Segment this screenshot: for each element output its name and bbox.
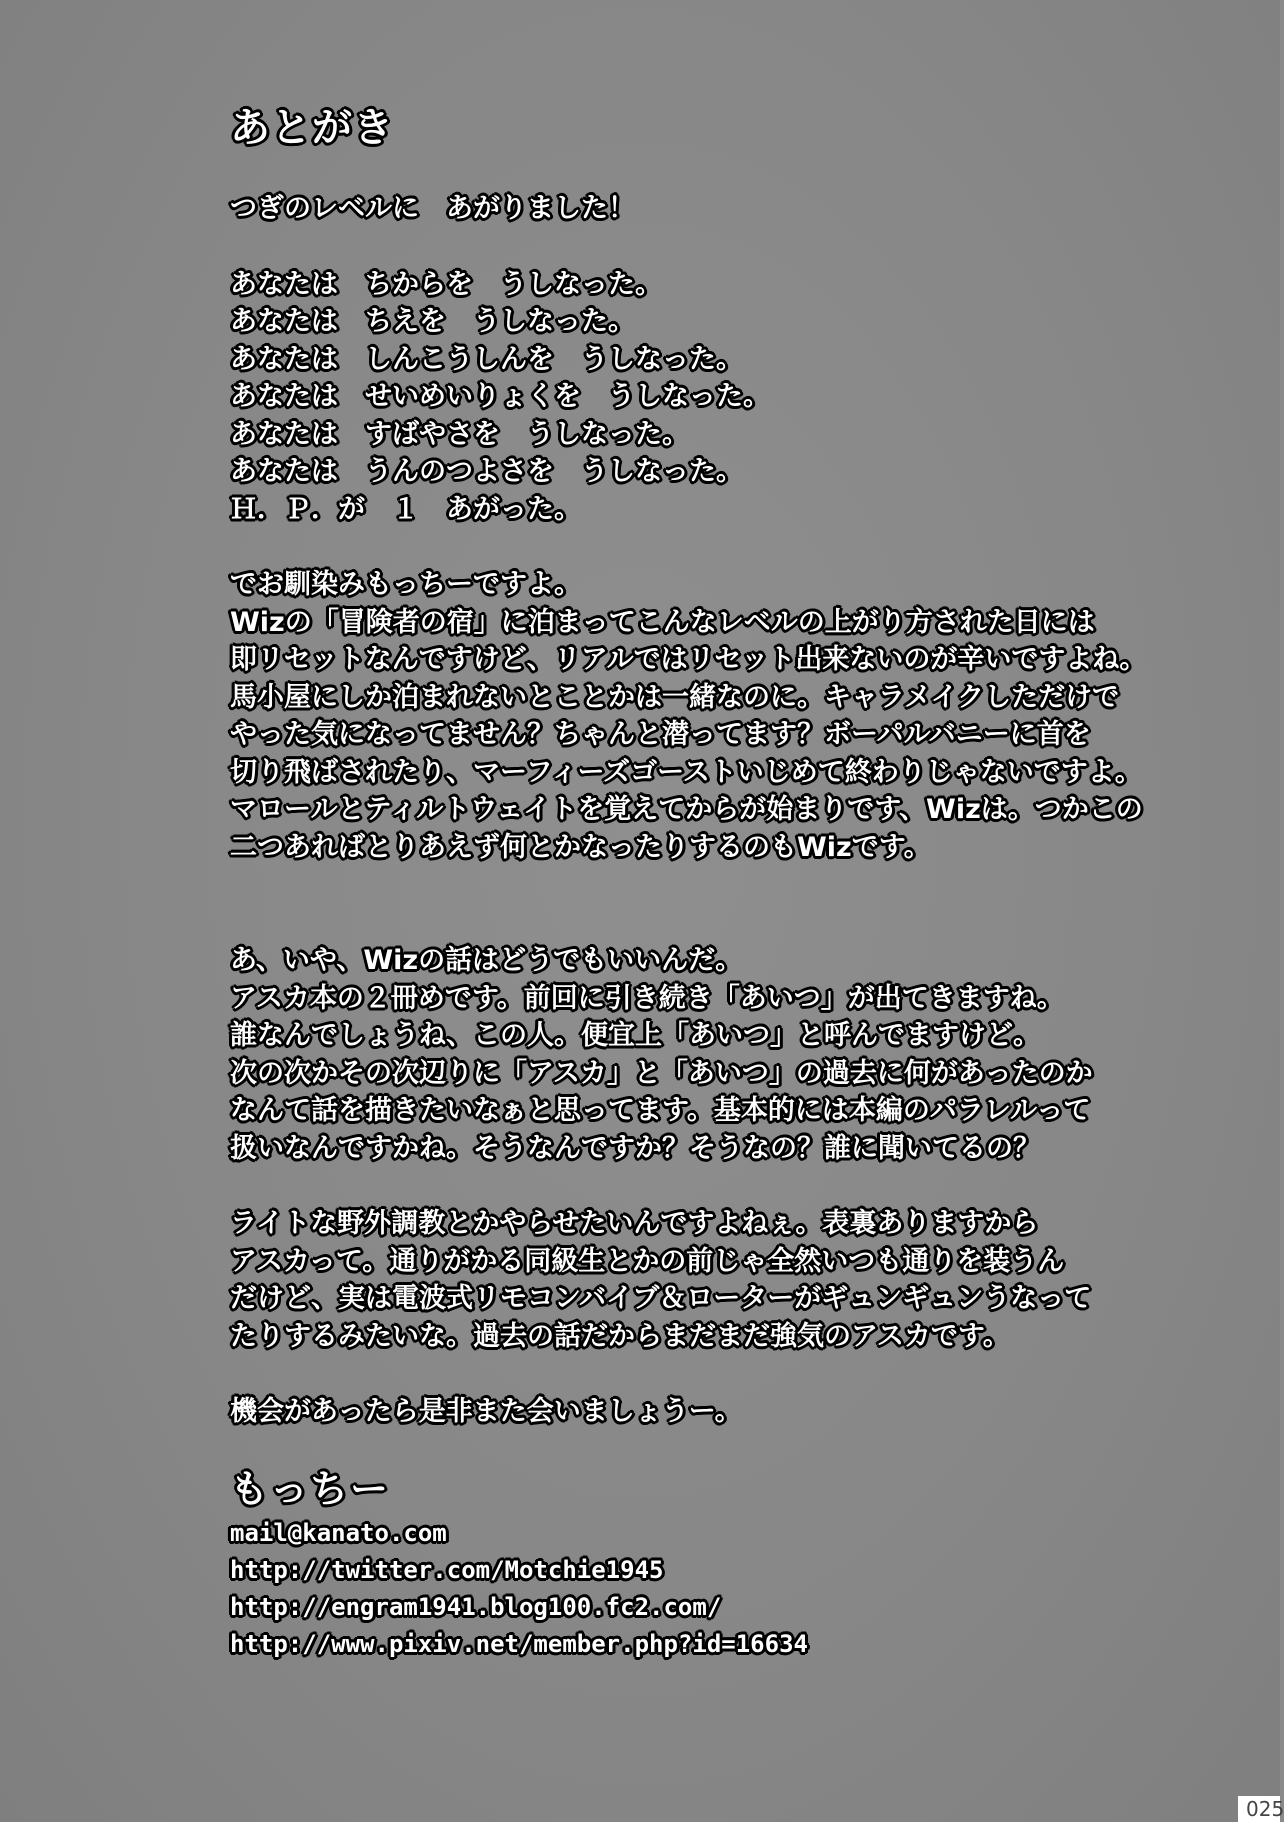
paragraph-line: 次の次かその次辺りに「アスカ」と「あいつ」の過去に何があったのか xyxy=(230,1057,1093,1089)
paragraph-line: 切り飛ばされたり、マーフィーズゴーストいじめて終わりじゃないですよ。 xyxy=(230,756,1142,788)
level-up-line: あなたは しんこうしんを うしなった。 xyxy=(230,343,743,375)
page-number: 025 xyxy=(1238,1796,1280,1822)
author-twitter-link: http://twitter.com/Motchie1945 xyxy=(230,1555,664,1584)
paragraph-line: Wizの「冒険者の宿」に泊まってこんなレベルの上がり方された日には xyxy=(230,606,1095,638)
page-content xyxy=(230,100,1240,1663)
author-contacts xyxy=(230,1515,1240,1663)
paragraph-line: アスカ本の２冊めです。前回に引き続き「あいつ」が出てきますね。 xyxy=(230,982,1064,1014)
level-up-line: Ｈ．Ｐ．が １ あがった。 xyxy=(230,493,581,525)
paragraph-line: マロールとティルトウェイトを覚えてからが始まりです、Wizは。つかこの xyxy=(230,794,1143,825)
level-up-line: あなたは せいめいりょくを うしなった。 xyxy=(230,381,770,412)
page-title: あとがき xyxy=(230,105,394,151)
paragraph-line: 誰なんでしょうね、この人。便宜上「あいつ」と呼んでますけど。 xyxy=(230,1020,1040,1051)
paragraph-line: やった気になってません？ちゃんと潜ってます？ボーパルバニーに首を xyxy=(230,719,1091,750)
paragraph-line: 機会があったら是非また会いましょうー。 xyxy=(230,1396,742,1427)
level-up-line: あなたは ちからを うしなった。 xyxy=(230,268,662,300)
paragraph-line: だけど、実は電波式リモコンバイブ＆ローターがギュンギュンうなって xyxy=(230,1283,1092,1314)
paragraph-line: アスカって。通りがかる同級生とかの前じゃ全然いつも通りを装うん xyxy=(230,1245,1065,1277)
level-up-heading: つぎのレベルに あがりました！ xyxy=(230,193,635,224)
paragraph-line: 馬小屋にしか泊まれないとことかは一緒なのに。キャラメイクしただけで xyxy=(230,681,1120,713)
paragraph-line: 扱いなんですかね。そうなんですか？そうなの？誰に聞いてるの？ xyxy=(230,1132,1040,1164)
level-up-line: あなたは うんのつよさを うしなった。 xyxy=(230,456,743,487)
paragraph-closing xyxy=(230,1393,1240,1431)
level-up-line: あなたは すばやさを うしなった。 xyxy=(230,418,689,450)
author-pixiv-link: http://www.pixiv.net/member.php?id=16634 xyxy=(230,1629,808,1658)
paragraph-line: でお馴染みもっちーですよ。 xyxy=(230,569,581,600)
paragraph-asuka-book xyxy=(230,942,1240,1167)
paragraph-wiz xyxy=(230,566,1240,866)
author-name: もっちー xyxy=(230,1466,391,1511)
paragraph-plans xyxy=(230,1205,1240,1355)
paragraph-line: あ、いや、Wizの話はどうでもいいんだ。 xyxy=(230,945,743,976)
paragraph-line: なんて話を描きたいなぁと思ってます。基本的には本編のパラレルって xyxy=(230,1095,1091,1126)
paragraph-line: ライトな野外調教とかやらせたいんですよねぇ。表裏ありますから xyxy=(230,1208,1039,1239)
paragraph-line: 二つあればとりあえず何とかなったりするのもWizです。 xyxy=(230,831,931,863)
level-up-line: あなたは ちえを うしなった。 xyxy=(230,306,635,337)
paragraph-line: たりするみたいな。過去の話だからまだまだ強気のアスカです。 xyxy=(230,1320,1010,1352)
author-email: mail@kanato.com xyxy=(230,1518,447,1547)
author-blog-link: http://engram1941.blog100.fc2.com/ xyxy=(230,1592,722,1621)
level-up-block xyxy=(230,190,1240,528)
paragraph-line: 即リセットなんですけど、リアルではリセット出来ないのが辛いですよね。 xyxy=(230,644,1147,675)
